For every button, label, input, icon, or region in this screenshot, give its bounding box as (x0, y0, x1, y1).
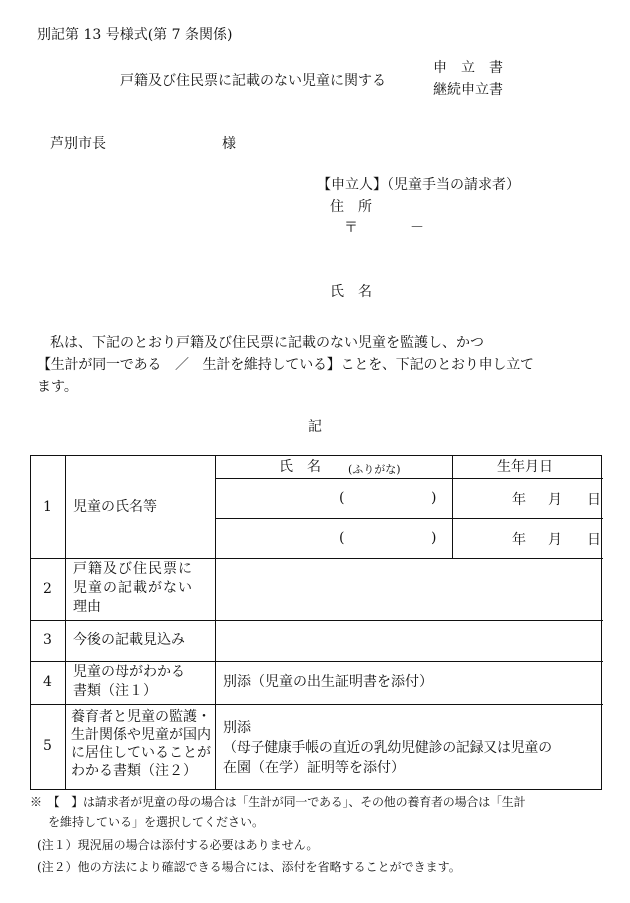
row-4-number: 4 (43, 674, 52, 690)
row-3-number: 3 (43, 632, 52, 648)
row-5-content-line-2: （母子健康手帳の直近の乳幼児健診の記録又は児童の (223, 740, 552, 756)
child-2-month: 月 (548, 532, 562, 548)
header-name: 氏 名 (279, 459, 321, 475)
title-option-application: 申 立 書 (433, 60, 503, 76)
addressee-name: 芦別市長 (50, 136, 106, 152)
row-5-label-line-4: わかる書類（注２） (71, 763, 197, 779)
child-1-day: 日 (587, 492, 601, 508)
ki-heading: 記 (308, 419, 322, 435)
row-2-label-line-3: 理由 (73, 599, 101, 615)
address-label: 住 所 (330, 199, 372, 215)
postal-dash: － (410, 220, 424, 236)
row-5-label-line-1: 養育者と児童の監護・ (71, 709, 211, 725)
addressee-honorific: 様 (222, 136, 236, 152)
child-1-month: 月 (548, 492, 562, 508)
form-number: 別記第 13 号様式(第 7 条関係) (37, 27, 233, 43)
body-line-2: 【生計が同一である ／ 生計を維持している】ことを、下記のとおり申し立て (37, 357, 534, 373)
title-option-continuation: 継続申立書 (433, 82, 503, 98)
row-5-content-line-1: 別添 (223, 720, 251, 736)
body-line-1: 私は、下記のとおり戸籍及び住民票に記載のない児童を監護し、かつ (50, 335, 484, 351)
header-birthdate: 生年月日 (497, 459, 553, 475)
header-furigana: (ふりがな) (348, 463, 401, 476)
row-5-label-line-2: 生計関係や児童が国内 (71, 727, 211, 743)
child-2-paren-open: ( (339, 530, 345, 546)
child-1-year: 年 (512, 492, 526, 508)
row-4-content: 別添（児童の出生証明書を添付） (223, 674, 433, 690)
note-bracket-instruction-line-2: を維持している」を選択してください。 (48, 815, 265, 829)
note-bracket-instruction: ※ 【 】は請求者が児童の母の場合は「生計が同一である」、その他の養育者の場合は「生計 (30, 795, 526, 809)
row-5-label-line-3: に居住していることが (71, 745, 211, 761)
child-2-year: 年 (512, 532, 526, 548)
note-1: (注１）現況届の場合は添付する必要はありません。 (37, 838, 319, 852)
row-2-label-line-1: 戸籍及び住民票に (73, 561, 193, 577)
applicant-heading: 【申立人】（児童手当の請求者） (317, 177, 520, 193)
form-title: 戸籍及び住民票に記載のない児童に関する (120, 73, 386, 89)
row-1-label: 児童の氏名等 (73, 499, 157, 515)
row-3-label: 今後の記載見込み (73, 632, 185, 648)
child-1-paren-open: ( (339, 490, 345, 506)
row-4-label-line-1: 児童の母がわかる (73, 664, 185, 680)
row-5-number: 5 (43, 738, 52, 754)
postal-mark: 〒 (344, 220, 358, 236)
child-1-paren-close: ) (431, 490, 437, 506)
child-2-paren-close: ) (431, 530, 437, 546)
body-line-3: ます。 (37, 379, 78, 395)
name-label: 氏 名 (330, 284, 372, 300)
row-5-content-line-3: 在園（在学）証明等を添付） (223, 760, 405, 776)
form-table (30, 455, 602, 790)
child-2-day: 日 (587, 532, 601, 548)
row-4-label-line-2: 書類（注１） (73, 683, 157, 699)
row-2-number: 2 (43, 581, 52, 597)
row-1-number: 1 (43, 499, 52, 515)
note-2: (注２）他の方法により確認できる場合には、添付を省略することができます。 (37, 860, 461, 874)
row-2-label-line-2: 児童の記載がない (73, 580, 193, 596)
